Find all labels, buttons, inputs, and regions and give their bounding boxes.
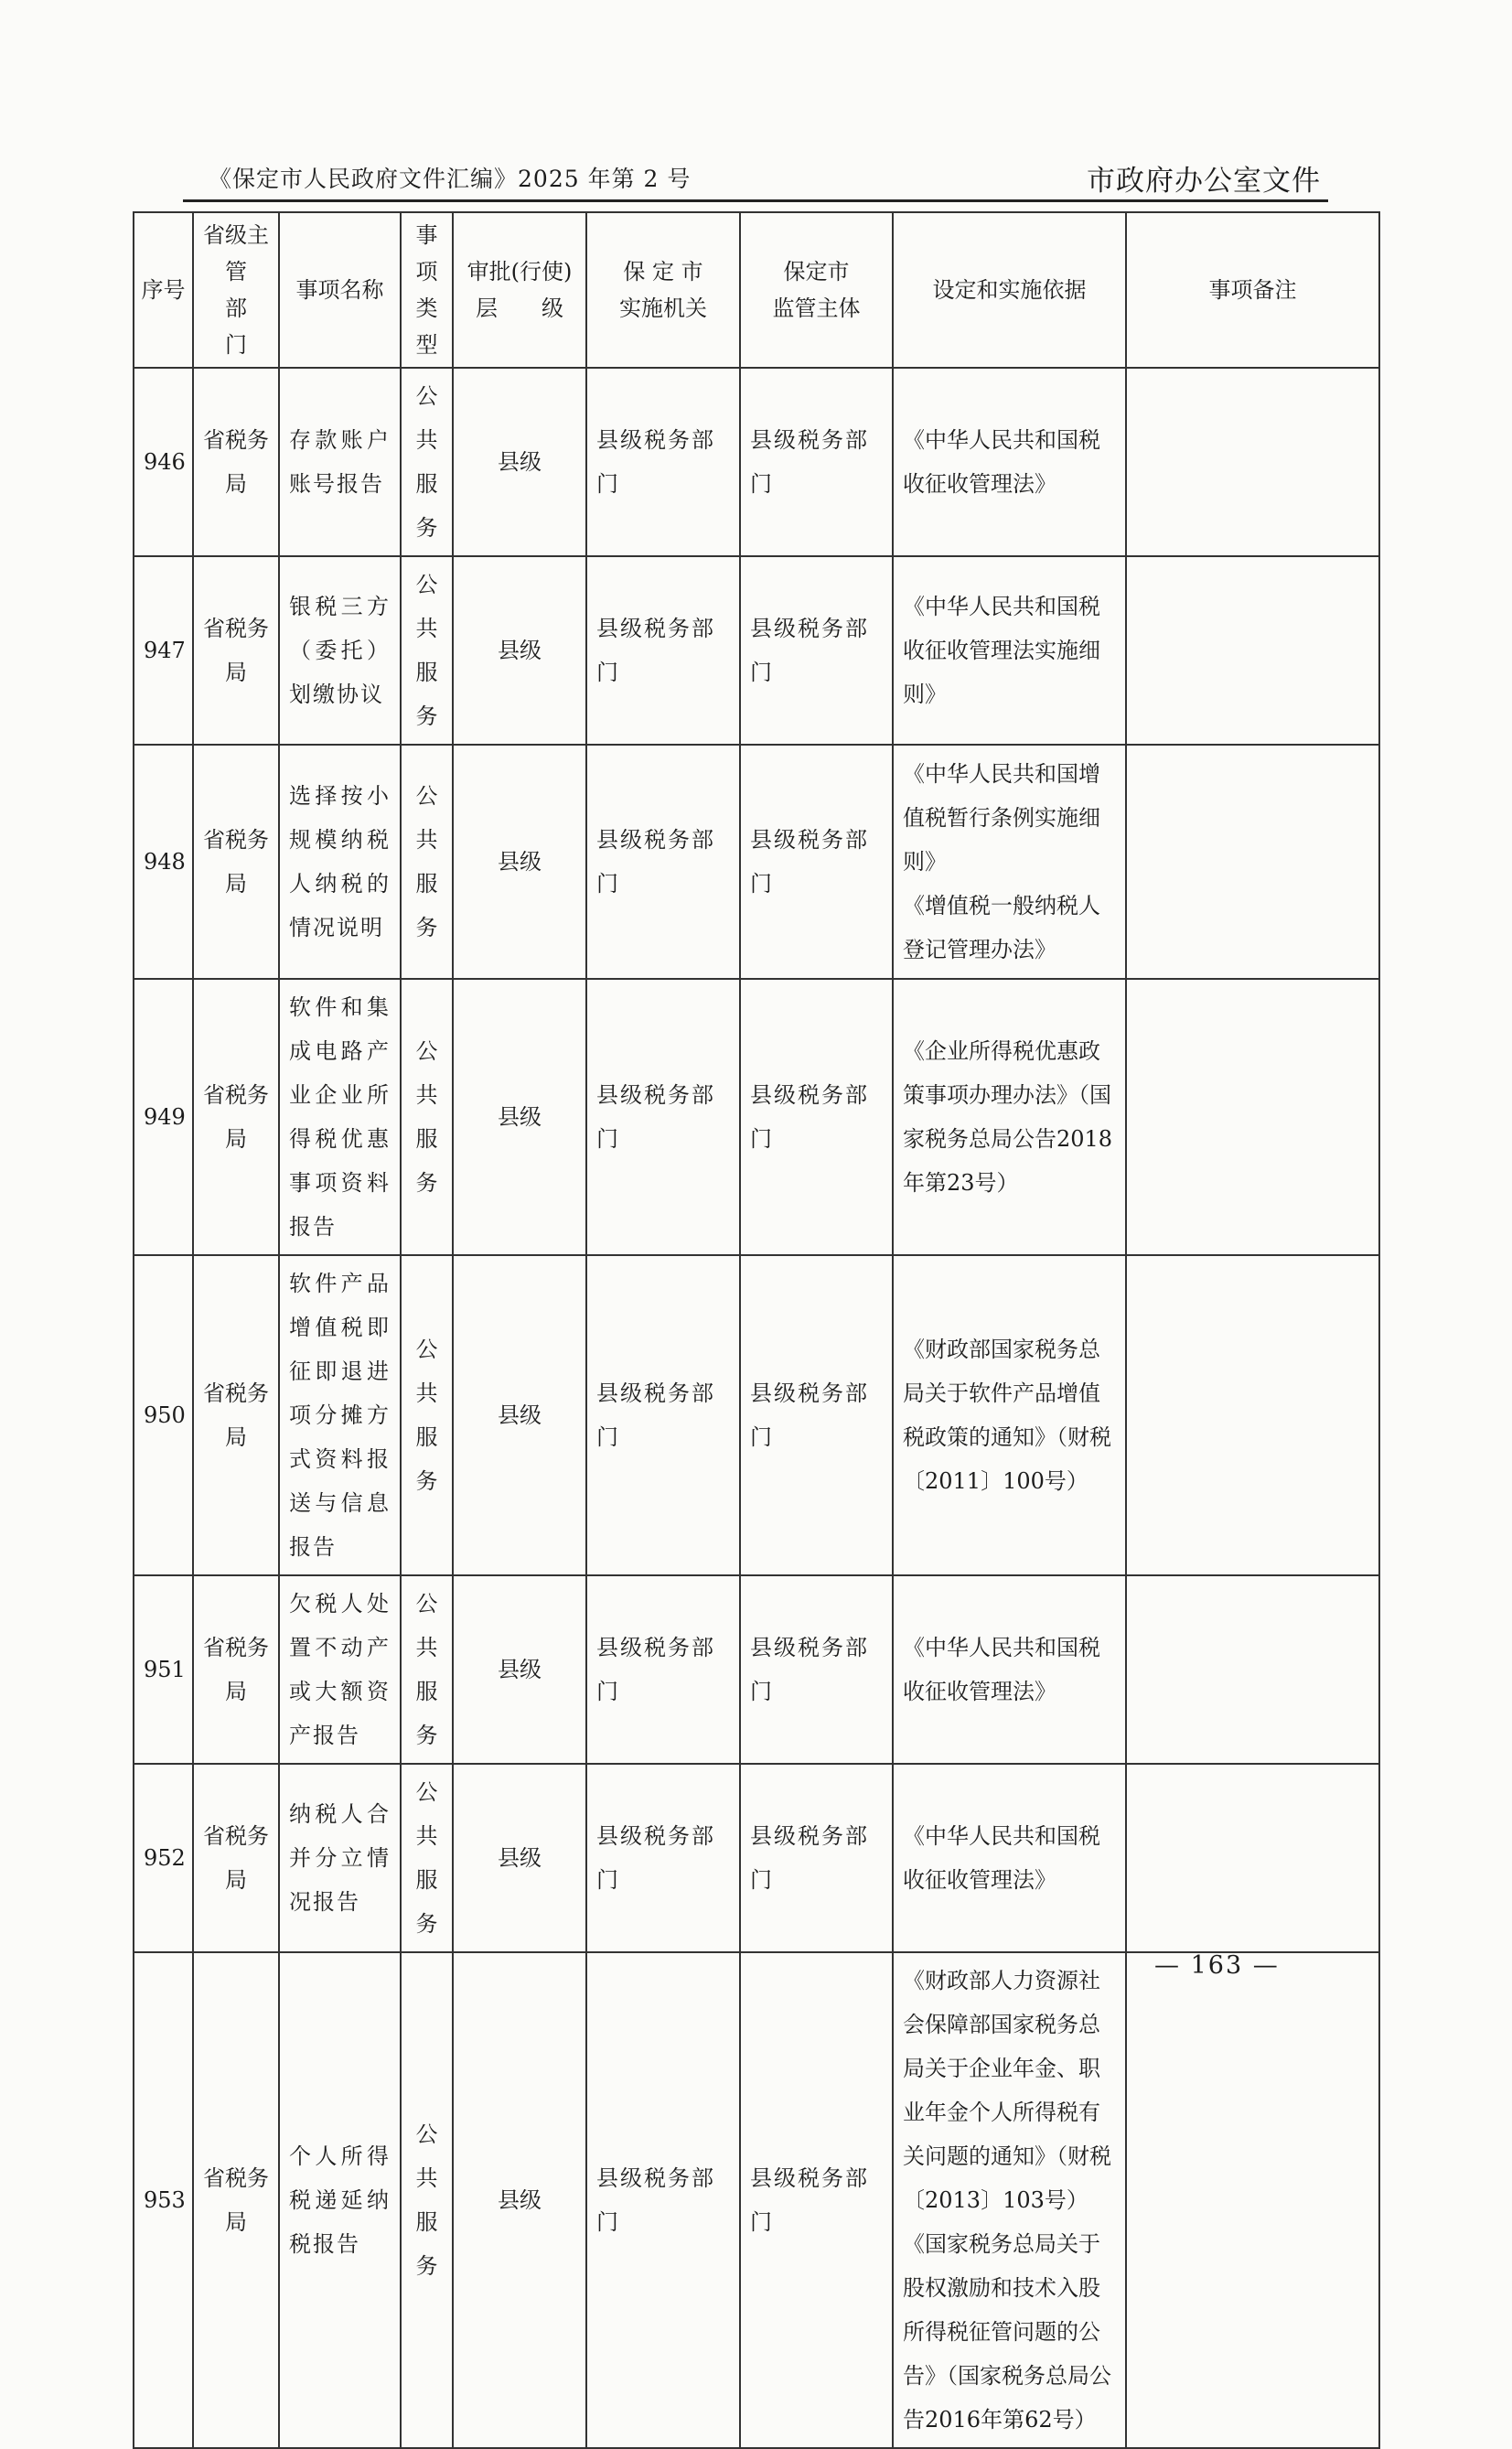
cell-dept: 省税务局 bbox=[193, 368, 279, 556]
cell-note bbox=[1126, 979, 1379, 1255]
cell-no: 950 bbox=[134, 1255, 193, 1575]
cell-sup: 县级税务部门 bbox=[740, 1952, 893, 2448]
column-header-note: 事项备注 bbox=[1126, 212, 1379, 368]
column-header-sup: 保定市 监管主体 bbox=[740, 212, 893, 368]
cell-dept: 省税务局 bbox=[193, 1764, 279, 1952]
cell-dept: 省税务局 bbox=[193, 556, 279, 745]
cell-org: 县级税务部门 bbox=[586, 1764, 740, 1952]
cell-name: 欠税人处置不动产或大额资产报告 bbox=[279, 1575, 401, 1764]
cell-name: 存款账户账号报告 bbox=[279, 368, 401, 556]
cell-type: 公共服务 bbox=[401, 368, 453, 556]
column-header-basis: 设定和实施依据 bbox=[893, 212, 1126, 368]
cell-note bbox=[1126, 745, 1379, 979]
cell-no: 948 bbox=[134, 745, 193, 979]
column-header-no: 序号 bbox=[134, 212, 193, 368]
cell-level: 县级 bbox=[453, 1255, 586, 1575]
publication-title: 《保定市人民政府文件汇编》2025 年第 2 号 bbox=[209, 166, 692, 192]
table-row bbox=[134, 556, 1379, 745]
cell-level: 县级 bbox=[453, 368, 586, 556]
cell-no: 949 bbox=[134, 979, 193, 1255]
cell-type: 公共服务 bbox=[401, 1764, 453, 1952]
cell-basis: 《中华人民共和国税收征收管理法实施细则》 bbox=[893, 556, 1126, 745]
cell-no: 952 bbox=[134, 1764, 193, 1952]
column-header-level: 审批(行使) 层 级 bbox=[453, 212, 586, 368]
cell-level: 县级 bbox=[453, 1952, 586, 2448]
cell-dept: 省税务局 bbox=[193, 979, 279, 1255]
column-header-type: 事项 类型 bbox=[401, 212, 453, 368]
column-header-name: 事项名称 bbox=[279, 212, 401, 368]
table-row bbox=[134, 368, 1379, 556]
cell-name: 个人所得税递延纳税报告 bbox=[279, 1952, 401, 2448]
cell-type: 公共服务 bbox=[401, 556, 453, 745]
cell-type: 公共服务 bbox=[401, 1952, 453, 2448]
cell-sup: 县级税务部门 bbox=[740, 556, 893, 745]
cell-type: 公共服务 bbox=[401, 1575, 453, 1764]
table-body bbox=[134, 368, 1379, 2448]
cell-sup: 县级税务部门 bbox=[740, 979, 893, 1255]
cell-note bbox=[1126, 556, 1379, 745]
items-table bbox=[133, 211, 1380, 2449]
page-number: — 163 — bbox=[1154, 1951, 1280, 1980]
cell-basis: 《中华人民共和国税收征收管理法》 bbox=[893, 1764, 1126, 1952]
cell-level: 县级 bbox=[453, 556, 586, 745]
cell-dept: 省税务局 bbox=[193, 745, 279, 979]
cell-level: 县级 bbox=[453, 1764, 586, 1952]
cell-dept: 省税务局 bbox=[193, 1952, 279, 2448]
cell-note bbox=[1126, 1764, 1379, 1952]
cell-basis: 《中华人民共和国税收征收管理法》 bbox=[893, 368, 1126, 556]
cell-no: 953 bbox=[134, 1952, 193, 2448]
cell-note bbox=[1126, 1952, 1379, 2448]
cell-level: 县级 bbox=[453, 1575, 586, 1764]
cell-dept: 省税务局 bbox=[193, 1255, 279, 1575]
cell-org: 县级税务部门 bbox=[586, 1575, 740, 1764]
cell-name: 软件和集成电路产业企业所得税优惠事项资料报告 bbox=[279, 979, 401, 1255]
cell-name: 银税三方（委托）划缴协议 bbox=[279, 556, 401, 745]
column-header-org: 保 定 市 实施机关 bbox=[586, 212, 740, 368]
cell-level: 县级 bbox=[453, 745, 586, 979]
table-row bbox=[134, 1952, 1379, 2448]
cell-note bbox=[1126, 1255, 1379, 1575]
cell-type: 公共服务 bbox=[401, 745, 453, 979]
table-row bbox=[134, 979, 1379, 1255]
cell-note bbox=[1126, 1575, 1379, 1764]
cell-org: 县级税务部门 bbox=[586, 745, 740, 979]
cell-note bbox=[1126, 368, 1379, 556]
cell-sup: 县级税务部门 bbox=[740, 1764, 893, 1952]
column-header-dept: 省级主管 部 门 bbox=[193, 212, 279, 368]
table-header bbox=[134, 212, 1379, 368]
table-row bbox=[134, 1575, 1379, 1764]
section-title: 市政府办公室文件 bbox=[1087, 165, 1321, 198]
cell-level: 县级 bbox=[453, 979, 586, 1255]
cell-basis: 《中华人民共和国增值税暂行条例实施细则》 《增值税一般纳税人登记管理办法》 bbox=[893, 745, 1126, 979]
cell-org: 县级税务部门 bbox=[586, 368, 740, 556]
cell-name: 软件产品增值税即征即退进项分摊方式资料报送与信息报告 bbox=[279, 1255, 401, 1575]
cell-dept: 省税务局 bbox=[193, 1575, 279, 1764]
cell-basis: 《中华人民共和国税收征收管理法》 bbox=[893, 1575, 1126, 1764]
cell-name: 纳税人合并分立情况报告 bbox=[279, 1764, 401, 1952]
cell-no: 951 bbox=[134, 1575, 193, 1764]
header-rule bbox=[183, 199, 1328, 202]
cell-type: 公共服务 bbox=[401, 1255, 453, 1575]
table-row bbox=[134, 745, 1379, 979]
cell-no: 947 bbox=[134, 556, 193, 745]
cell-sup: 县级税务部门 bbox=[740, 368, 893, 556]
cell-sup: 县级税务部门 bbox=[740, 1575, 893, 1764]
cell-basis: 《财政部人力资源社会保障部国家税务总局关于企业年金、职业年金个人所得税有关问题的通知》（财税〔2013〕103号） 《国家税务总局关于股权激励和技术入股所得税征管问题的公告》（国家税务总局公告2016年第62号） bbox=[893, 1952, 1126, 2448]
cell-org: 县级税务部门 bbox=[586, 1952, 740, 2448]
cell-no: 946 bbox=[134, 368, 193, 556]
cell-sup: 县级税务部门 bbox=[740, 1255, 893, 1575]
table-header-row bbox=[134, 212, 1379, 368]
cell-basis: 《财政部国家税务总局关于软件产品增值税政策的通知》（财税〔2011〕100号） bbox=[893, 1255, 1126, 1575]
cell-name: 选择按小规模纳税人纳税的情况说明 bbox=[279, 745, 401, 979]
cell-type: 公共服务 bbox=[401, 979, 453, 1255]
cell-org: 县级税务部门 bbox=[586, 979, 740, 1255]
cell-sup: 县级税务部门 bbox=[740, 745, 893, 979]
table-row bbox=[134, 1764, 1379, 1952]
cell-org: 县级税务部门 bbox=[586, 1255, 740, 1575]
cell-org: 县级税务部门 bbox=[586, 556, 740, 745]
cell-basis: 《企业所得税优惠政策事项办理办法》（国家税务总局公告2018年第23号） bbox=[893, 979, 1126, 1255]
table-row bbox=[134, 1255, 1379, 1575]
